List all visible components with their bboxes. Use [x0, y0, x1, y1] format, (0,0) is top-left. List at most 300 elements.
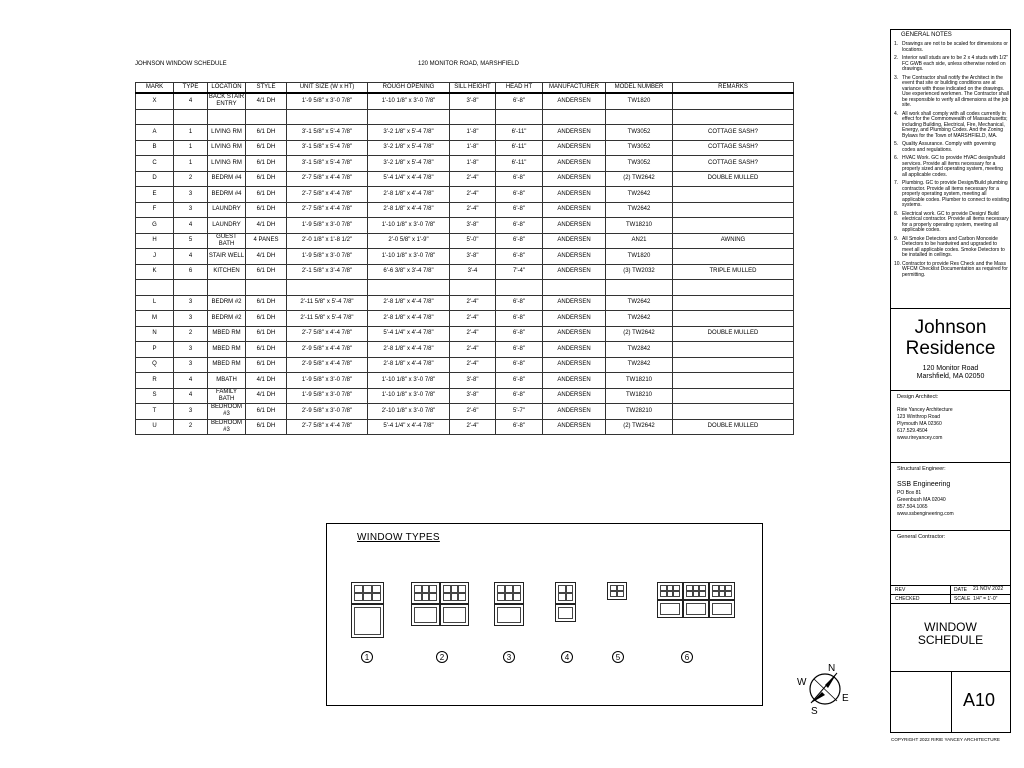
table-row	[136, 404, 794, 420]
cell-model: (2) TW2642	[606, 419, 673, 435]
cell-model: (2) TW2642	[606, 171, 673, 187]
empty-cell	[496, 109, 543, 125]
sheet-number-section	[891, 672, 1010, 732]
cell-sill: 2'-4"	[450, 187, 496, 203]
architect-info	[897, 407, 953, 442]
contractor-section	[891, 531, 1010, 586]
empty-cell	[543, 109, 606, 125]
note-number: 6.	[894, 155, 899, 161]
cell-type: 3	[174, 342, 208, 358]
cell-sill: 2'-6"	[450, 404, 496, 420]
cell-unit: 1'-9 5/8" x 3'-0 7/8"	[287, 93, 368, 109]
cell-type: 3	[174, 357, 208, 373]
schedule-address: 120 MONITOR ROAD, MARSHFIELD	[418, 61, 519, 67]
note-text: Interior wall studs are to be 2 x 4 studs with 1/2" FC GWB each side, unless otherwise noted on drawings.	[902, 55, 1008, 72]
table-row	[136, 388, 794, 404]
cell-mfr: ANDERSEN	[543, 93, 606, 109]
cell-mark: F	[136, 202, 174, 218]
cell-location: BEDROOM #3	[208, 404, 246, 420]
cell-unit: 3'-1 5/8" x 5'-4 7/8"	[287, 140, 368, 156]
cell-sill: 5'-0"	[450, 233, 496, 249]
architect-section	[891, 391, 1010, 463]
cell-remarks	[673, 295, 794, 311]
empty-cell	[606, 109, 673, 125]
window-type-3-number: 3	[503, 651, 515, 663]
cell-remarks	[673, 202, 794, 218]
architect-line: Plymouth MA 02360	[897, 421, 942, 427]
cell-head: 6'-8"	[496, 249, 543, 265]
cell-location: LIVING RM	[208, 125, 246, 141]
engineer-line: www.ssbengineering.com	[897, 511, 954, 517]
cell-sill: 3'-8"	[450, 249, 496, 265]
cell-style: 6/1 DH	[246, 342, 287, 358]
cell-remarks: COTTAGE SASH?	[673, 156, 794, 172]
compass-e-label: E	[842, 693, 849, 704]
note-text: Quality Assurance. Comply with governing codes and regulations.	[902, 141, 996, 153]
general-notes-section	[891, 30, 1010, 309]
cell-type: 4	[174, 373, 208, 389]
cell-remarks: COTTAGE SASH?	[673, 125, 794, 141]
empty-cell	[174, 109, 208, 125]
spacer-row	[136, 280, 794, 296]
cell-style: 6/1 DH	[246, 156, 287, 172]
cell-head: 6'-8"	[496, 218, 543, 234]
cell-remarks: AWNING	[673, 233, 794, 249]
cell-mfr: ANDERSEN	[543, 249, 606, 265]
cell-mfr: ANDERSEN	[543, 218, 606, 234]
engineer-line: PO Box 81	[897, 490, 922, 496]
cell-location: LIVING RM	[208, 140, 246, 156]
empty-cell	[606, 280, 673, 296]
note-number: 1.	[894, 41, 899, 47]
empty-cell	[673, 109, 794, 125]
cell-remarks	[673, 311, 794, 327]
cell-mark: K	[136, 264, 174, 280]
empty-cell	[673, 280, 794, 296]
cell-style: 4/1 DH	[246, 388, 287, 404]
cell-model: TW3052	[606, 156, 673, 172]
cell-head: 7'-4"	[496, 264, 543, 280]
cell-location: BEDRM #4	[208, 171, 246, 187]
general-notes-list	[894, 42, 1009, 281]
cell-type: 4	[174, 93, 208, 109]
cell-head: 6'-8"	[496, 326, 543, 342]
cell-style: 6/1 DH	[246, 357, 287, 373]
cell-location: BEDRM #2	[208, 311, 246, 327]
cell-style: 4/1 DH	[246, 218, 287, 234]
empty-cell	[368, 109, 450, 125]
window-types-panel	[326, 523, 763, 706]
cell-location: LAUNDRY	[208, 218, 246, 234]
column-header: LOCATION	[208, 83, 246, 94]
architect-line: www.rireyancey.com	[897, 435, 943, 441]
note-text: All work shall comply with all codes currently in effect for the Commonwealth of Massachusetts; including Building, Electrical, Fire, Mechanical, Energy, and Plumbing Codes. And the Zoning Bylaws for the Town of MARSHFIELD, MA.	[902, 110, 1008, 139]
cell-unit: 2'-7 5/8" x 4'-4 7/8"	[287, 187, 368, 203]
cell-model: TW2642	[606, 295, 673, 311]
note-number: 8.	[894, 210, 899, 217]
cell-type: 3	[174, 311, 208, 327]
empty-cell	[208, 280, 246, 296]
north-arrow-icon	[797, 661, 853, 717]
column-header: REMARKS	[673, 83, 794, 94]
cell-type: 3	[174, 202, 208, 218]
cell-head: 6'-8"	[496, 187, 543, 203]
cell-mark: A	[136, 125, 174, 141]
cell-location: BEDRM #4	[208, 187, 246, 203]
cell-head: 6'-8"	[496, 171, 543, 187]
cell-mfr: ANDERSEN	[543, 404, 606, 420]
note-text: All Smoke Detectors and Carbon Monoxide Detectors to be hardwired and upgraded to meet all applicable codes. Smoke Detectors to be installed in ceilings.	[902, 235, 1005, 258]
project-name-line-1: Johnson	[914, 317, 987, 338]
note-text: Plumbing. GC to provide Design/Build plumbing contractor. Provide all items necessary for a properly operating system, meeting all applicable codes. Plumber to connect to existing systems.	[902, 180, 1010, 208]
window-type-6-number: 6	[681, 651, 693, 663]
cell-unit: 2'-7 5/8" x 4'-4 7/8"	[287, 202, 368, 218]
engineer-info	[897, 490, 954, 518]
cell-rough: 2'-8 1/8" x 4'-4 7/8"	[368, 187, 450, 203]
checked-label: CHECKED	[895, 596, 920, 602]
date-value: 21 NOV 2022	[973, 586, 1004, 592]
column-header: MARK	[136, 83, 174, 94]
cell-sill: 2'-4"	[450, 311, 496, 327]
table-row	[136, 249, 794, 265]
cell-location: GUEST BATH	[208, 233, 246, 249]
engineer-line: 857.504.1065	[897, 504, 928, 510]
cell-style: 6/1 DH	[246, 264, 287, 280]
window-type-2-number: 2	[436, 651, 448, 663]
cell-model: TW2642	[606, 202, 673, 218]
cell-unit: 2'-7 5/8" x 4'-4 7/8"	[287, 171, 368, 187]
cell-unit: 2'-11 5/8" x 5'-4 7/8"	[287, 311, 368, 327]
note-number: 10.	[894, 260, 901, 267]
revision-section	[891, 586, 1010, 604]
column-header: ROUGH OPENING	[368, 83, 450, 94]
window-type-5-number: 5	[612, 651, 624, 663]
column-header: SILL HEIGHT	[450, 83, 496, 94]
cell-sill: 2'-4"	[450, 419, 496, 435]
cell-remarks	[673, 93, 794, 109]
cell-remarks: COTTAGE SASH?	[673, 140, 794, 156]
engineer-name: SSB Engineering	[897, 481, 951, 488]
cell-head: 6'-11"	[496, 140, 543, 156]
general-notes-title: GENERAL NOTES	[901, 32, 952, 38]
cell-unit: 2'-7 5/8" x 4'-4 7/8"	[287, 419, 368, 435]
cell-type: 2	[174, 171, 208, 187]
cell-rough: 1'-10 1/8" x 3'-0 7/8"	[368, 93, 450, 109]
note-number: 3.	[894, 74, 899, 81]
cell-unit: 3'-1 5/8" x 5'-4 7/8"	[287, 125, 368, 141]
architect-label: Design Architect:	[897, 394, 939, 400]
cell-location: BEDROOM #3	[208, 419, 246, 435]
general-note	[894, 76, 1009, 109]
project-address-line-2: Marshfield, MA 02050	[916, 373, 985, 380]
cell-mfr: ANDERSEN	[543, 326, 606, 342]
cell-type: 4	[174, 218, 208, 234]
cell-sill: 2'-4"	[450, 295, 496, 311]
cell-mfr: ANDERSEN	[543, 342, 606, 358]
table-row	[136, 187, 794, 203]
cell-model: TW2642	[606, 187, 673, 203]
empty-cell	[450, 280, 496, 296]
cell-type: 1	[174, 140, 208, 156]
table-row	[136, 419, 794, 435]
cell-sill: 2'-4"	[450, 342, 496, 358]
cell-unit: 2'-9 5/8" x 4'-4 7/8"	[287, 342, 368, 358]
cell-mfr: ANDERSEN	[543, 233, 606, 249]
cell-rough: 2'-8 1/8" x 4'-4 7/8"	[368, 342, 450, 358]
cell-style: 6/1 DH	[246, 140, 287, 156]
cell-model: TW1820	[606, 93, 673, 109]
cell-rough: 2'-8 1/8" x 4'-4 7/8"	[368, 295, 450, 311]
cell-mfr: ANDERSEN	[543, 295, 606, 311]
engineer-label: Structural Engineer:	[897, 466, 946, 472]
cell-style: 6/1 DH	[246, 326, 287, 342]
cell-model: (3) TW2032	[606, 264, 673, 280]
cell-remarks: DOUBLE MULLED	[673, 326, 794, 342]
cell-type: 5	[174, 233, 208, 249]
cell-type: 2	[174, 419, 208, 435]
window-type-1-number: 1	[361, 651, 373, 663]
cell-type: 4	[174, 249, 208, 265]
cell-head: 6'-11"	[496, 156, 543, 172]
cell-unit: 2'-9 5/8" x 3'-0 7/8"	[287, 404, 368, 420]
table-row	[136, 125, 794, 141]
cell-head: 6'-8"	[496, 357, 543, 373]
cell-remarks	[673, 342, 794, 358]
cell-mark: X	[136, 93, 174, 109]
table-row	[136, 93, 794, 109]
cell-remarks	[673, 357, 794, 373]
cell-sill: 3'-8"	[450, 218, 496, 234]
cell-rough: 1'-10 1/8" x 3'-0 7/8"	[368, 373, 450, 389]
sheet-number: A10	[963, 690, 996, 710]
column-header: UNIT SIZE (W x HT)	[287, 83, 368, 94]
engineer-line: Greenbush MA 02040	[897, 497, 946, 503]
cell-mark: C	[136, 156, 174, 172]
title-block	[890, 29, 1011, 733]
cell-remarks: DOUBLE MULLED	[673, 419, 794, 435]
cell-model: TW3052	[606, 140, 673, 156]
contractor-label: General Contractor:	[897, 534, 946, 540]
cell-sill: 2'-4"	[450, 202, 496, 218]
cell-mfr: ANDERSEN	[543, 311, 606, 327]
cell-mfr: ANDERSEN	[543, 171, 606, 187]
table-row	[136, 156, 794, 172]
project-address-line-1: 120 Monitor Road	[922, 365, 979, 372]
cell-mfr: ANDERSEN	[543, 388, 606, 404]
cell-style: 6/1 DH	[246, 419, 287, 435]
schedule-title: JOHNSON WINDOW SCHEDULE	[135, 61, 227, 67]
empty-cell	[450, 109, 496, 125]
table-row	[136, 218, 794, 234]
cell-model: (2) TW2642	[606, 326, 673, 342]
cell-mark: Q	[136, 357, 174, 373]
architect-line: Ririe Yancey Architecture	[897, 407, 953, 413]
column-header: MODEL NUMBER	[606, 83, 673, 94]
note-text: Electrical work. GC to provide Design/ Build electrical contractor. Provide all items necessary for a properly operating system, meeting all applicable codes.	[902, 210, 1009, 233]
cell-sill: 1'-8"	[450, 140, 496, 156]
cell-mfr: ANDERSEN	[543, 125, 606, 141]
cell-head: 6'-8"	[496, 419, 543, 435]
cell-unit: 1'-9 5/8" x 3'-0 7/8"	[287, 218, 368, 234]
empty-cell	[246, 109, 287, 125]
cell-rough: 2'-8 1/8" x 4'-4 7/8"	[368, 311, 450, 327]
empty-cell	[287, 280, 368, 296]
general-note	[894, 142, 1009, 153]
column-header: HEAD HT	[496, 83, 543, 94]
cell-mark: P	[136, 342, 174, 358]
cell-mark: J	[136, 249, 174, 265]
cell-style: 6/1 DH	[246, 404, 287, 420]
cell-head: 6'-8"	[496, 93, 543, 109]
cell-style: 6/1 DH	[246, 295, 287, 311]
window-type-5-drawing	[607, 582, 627, 600]
project-address	[891, 365, 1010, 381]
cell-model: TW18210	[606, 373, 673, 389]
cell-mark: T	[136, 404, 174, 420]
general-note	[894, 181, 1009, 209]
table-row	[136, 171, 794, 187]
cell-mfr: ANDERSEN	[543, 419, 606, 435]
general-note	[894, 156, 1009, 178]
cell-unit: 2'-0 1/8" x 1'-8 1/2"	[287, 233, 368, 249]
empty-cell	[208, 109, 246, 125]
cell-type: 1	[174, 156, 208, 172]
cell-remarks	[673, 388, 794, 404]
cell-unit: 2'-9 5/8" x 4'-4 7/8"	[287, 357, 368, 373]
cell-model: TW18210	[606, 218, 673, 234]
cell-mark: H	[136, 233, 174, 249]
general-note	[894, 237, 1009, 259]
table-row	[136, 326, 794, 342]
compass-n-label: N	[828, 663, 836, 674]
cell-location: MBED RM	[208, 326, 246, 342]
scale-label: SCALE	[954, 596, 971, 602]
cell-style: 6/1 DH	[246, 125, 287, 141]
cell-mark: R	[136, 373, 174, 389]
cell-type: 3	[174, 187, 208, 203]
cell-head: 6'-11"	[496, 125, 543, 141]
cell-location: BEDRM #2	[208, 295, 246, 311]
cell-rough: 2'-0 5/8" x 1'-9"	[368, 233, 450, 249]
cell-sill: 3'-8"	[450, 93, 496, 109]
cell-location: STAIR WELL	[208, 249, 246, 265]
note-number: 2.	[894, 55, 899, 61]
table-row	[136, 295, 794, 311]
empty-cell	[136, 109, 174, 125]
window-type-2-drawing	[411, 582, 469, 626]
sheet-title-section	[891, 604, 1010, 672]
cell-rough: 3'-2 1/8" x 5'-4 7/8"	[368, 156, 450, 172]
cell-type: 1	[174, 125, 208, 141]
cell-unit: 1'-9 5/8" x 3'-0 7/8"	[287, 388, 368, 404]
note-number: 7.	[894, 180, 899, 186]
empty-cell	[368, 280, 450, 296]
cell-mark: S	[136, 388, 174, 404]
table-row	[136, 357, 794, 373]
cell-sill: 2'-4"	[450, 357, 496, 373]
cell-head: 6'-8"	[496, 295, 543, 311]
cell-style: 6/1 DH	[246, 202, 287, 218]
cell-style: 6/1 DH	[246, 171, 287, 187]
cell-remarks	[673, 187, 794, 203]
cell-sill: 1'-8"	[450, 125, 496, 141]
cell-remarks	[673, 249, 794, 265]
cell-location: BACK STAIR ENTRY	[208, 94, 245, 108]
table-row	[136, 311, 794, 327]
cell-rough: 5'-4 1/4" x 4'-4 7/8"	[368, 171, 450, 187]
general-note	[894, 42, 1009, 53]
general-note	[894, 212, 1009, 234]
cell-sill: 3'-8"	[450, 373, 496, 389]
project-section	[891, 309, 1010, 391]
cell-mark: N	[136, 326, 174, 342]
cell-rough: 5'-4 1/4" x 4'-4 7/8"	[368, 419, 450, 435]
column-header: MANUFACTURER	[543, 83, 606, 94]
cell-rough: 2'-8 1/8" x 4'-4 7/8"	[368, 202, 450, 218]
table-row	[136, 342, 794, 358]
note-text: The Contractor shall notify the Architect in the event that site or building conditions are at variance with those indicated on the drawings. Use experienced workmen. The Contractor shall be responsible to verify all dimensions at the job site.	[902, 74, 1009, 108]
note-text: Drawings are not to be scaled for dimensions or locations.	[902, 41, 1008, 53]
compass-w-label: W	[797, 677, 807, 688]
project-name-line-2: Residence	[905, 338, 996, 359]
cell-mfr: ANDERSEN	[543, 264, 606, 280]
cell-style: 4/1 DH	[246, 373, 287, 389]
sheet-title-line-1: WINDOW	[924, 620, 977, 634]
note-text: Contractor to provide Res Check and the Mass WFCM Checklist Documentation as required for permitting.	[902, 260, 1008, 278]
cell-location: KITCHEN	[208, 264, 246, 280]
cell-location: MBATH	[208, 373, 246, 389]
window-type-6-drawing	[657, 582, 735, 618]
cell-model: TW28210	[606, 404, 673, 420]
cell-location: FAMILY BATH	[208, 388, 246, 404]
cell-style: 6/1 DH	[246, 187, 287, 203]
cell-mfr: ANDERSEN	[543, 357, 606, 373]
cell-location: MBED RM	[208, 342, 246, 358]
cell-remarks	[673, 404, 794, 420]
cell-mfr: ANDERSEN	[543, 202, 606, 218]
cell-rough: 1'-10 1/8" x 3'-0 7/8"	[368, 388, 450, 404]
cell-mfr: ANDERSEN	[543, 156, 606, 172]
cell-unit: 1'-9 5/8" x 3'-0 7/8"	[287, 249, 368, 265]
note-number: 4.	[894, 110, 899, 117]
cell-rough: 3'-2 1/8" x 5'-4 7/8"	[368, 140, 450, 156]
cell-location: LIVING RM	[208, 156, 246, 172]
cell-mark: M	[136, 311, 174, 327]
cell-unit: 2'-1 5/8" x 3'-4 7/8"	[287, 264, 368, 280]
cell-remarks: TRIPLE MULLED	[673, 264, 794, 280]
cell-sill: 2'-4"	[450, 171, 496, 187]
empty-cell	[287, 109, 368, 125]
cell-style: 4/1 DH	[246, 93, 287, 109]
cell-type: 3	[174, 295, 208, 311]
cell-style: 6/1 DH	[246, 311, 287, 327]
cell-sill: 3'-8"	[450, 388, 496, 404]
empty-cell	[496, 280, 543, 296]
cell-sill: 3'-4	[450, 264, 496, 280]
cell-type: 6	[174, 264, 208, 280]
table-row	[136, 264, 794, 280]
cell-rough: 6'-6 3/8" x 3'-4 7/8"	[368, 264, 450, 280]
cell-rough: 1'-10 1/8" x 3'-0 7/8"	[368, 218, 450, 234]
cell-sill: 2'-4"	[450, 326, 496, 342]
scale-value: 1/4" = 1'-0"	[973, 596, 998, 602]
cell-sill: 1'-8"	[450, 156, 496, 172]
column-header: STYLE	[246, 83, 287, 94]
empty-cell	[174, 280, 208, 296]
cell-mfr: ANDERSEN	[543, 187, 606, 203]
sheet-title-line-2: SCHEDULE	[917, 633, 984, 647]
architect-line: 123 Winthrop Road	[897, 414, 941, 420]
